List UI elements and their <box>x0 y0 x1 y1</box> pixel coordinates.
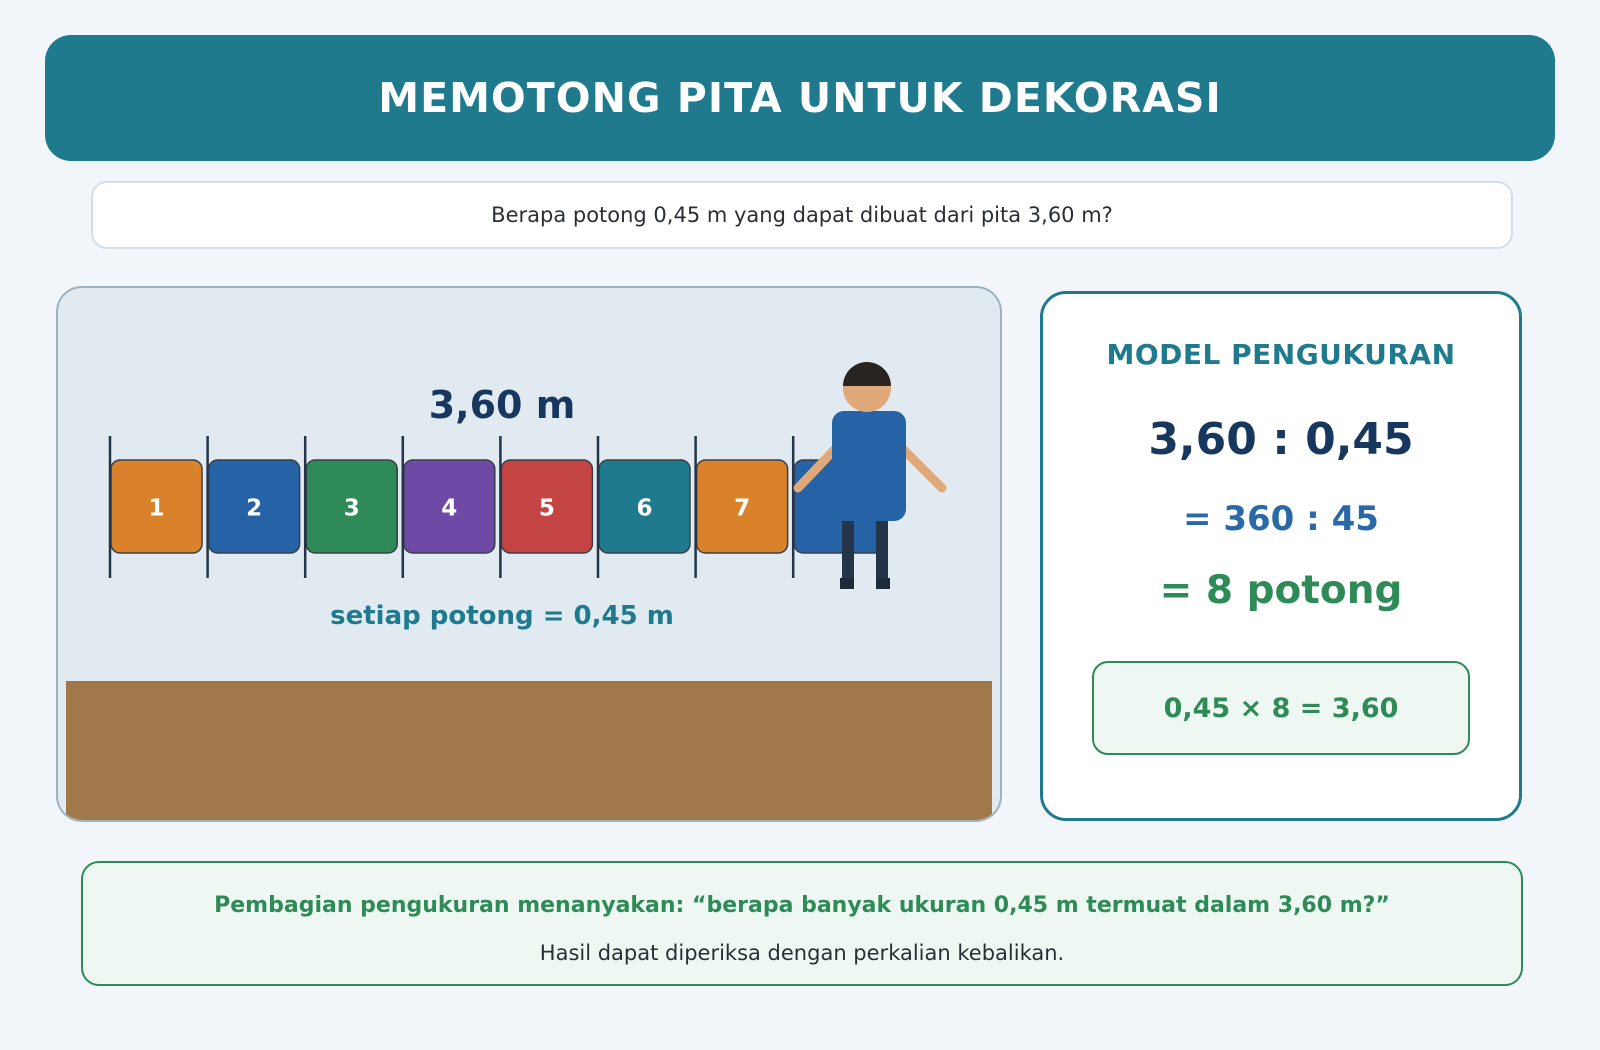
ribbon-piece-number: 2 <box>246 495 263 522</box>
person-left-leg <box>842 520 854 586</box>
person-right-arm <box>900 446 942 488</box>
header-banner <box>45 35 1555 161</box>
person-body <box>832 411 906 521</box>
question-box <box>91 181 1513 249</box>
summary-sub-text: Hasil dapat diperiksa dengan perkalian kebalikan. <box>539 941 1065 965</box>
scaled-division: = 360 : 45 <box>1183 499 1379 539</box>
page-title: MEMOTONG PITA UNTUK DEKORASI <box>378 74 1222 122</box>
division-result: = 8 potong <box>1159 568 1403 613</box>
check-box <box>1092 661 1470 755</box>
ribbon-scene <box>56 286 1002 822</box>
person-right-leg <box>876 520 888 586</box>
person-left-shoe <box>840 578 854 589</box>
person-right-shoe <box>876 578 890 589</box>
ribbon-piece-number: 4 <box>441 495 458 522</box>
piece-length-label: setiap potong = 0,45 m <box>330 601 674 631</box>
division-expression: 3,60 : 0,45 <box>1148 414 1414 465</box>
person-hair <box>843 362 891 386</box>
ribbon-illustration <box>58 288 1000 820</box>
ribbon-piece-number: 7 <box>734 495 751 522</box>
ribbon-pieces <box>110 436 885 578</box>
model-title: MODEL PENGUKURAN <box>1106 338 1456 371</box>
ribbon-piece-number: 5 <box>538 495 555 522</box>
ribbon-piece-number: 3 <box>343 495 360 522</box>
summary-box <box>81 861 1523 986</box>
check-equation: 0,45 × 8 = 3,60 <box>1163 692 1399 724</box>
ground <box>66 681 992 820</box>
question-text: Berapa potong 0,45 m yang dapat dibuat dari pita 3,60 m? <box>491 203 1113 227</box>
summary-main-text: Pembagian pengukuran menanyakan: “berapa banyak ukuran 0,45 m termuat dalam 3,60 m?” <box>214 893 1390 918</box>
total-length-label: 3,60 m <box>428 383 576 427</box>
ribbon-piece-number: 1 <box>148 495 165 522</box>
model-panel <box>1040 291 1522 821</box>
ribbon-piece-number: 6 <box>636 495 653 522</box>
